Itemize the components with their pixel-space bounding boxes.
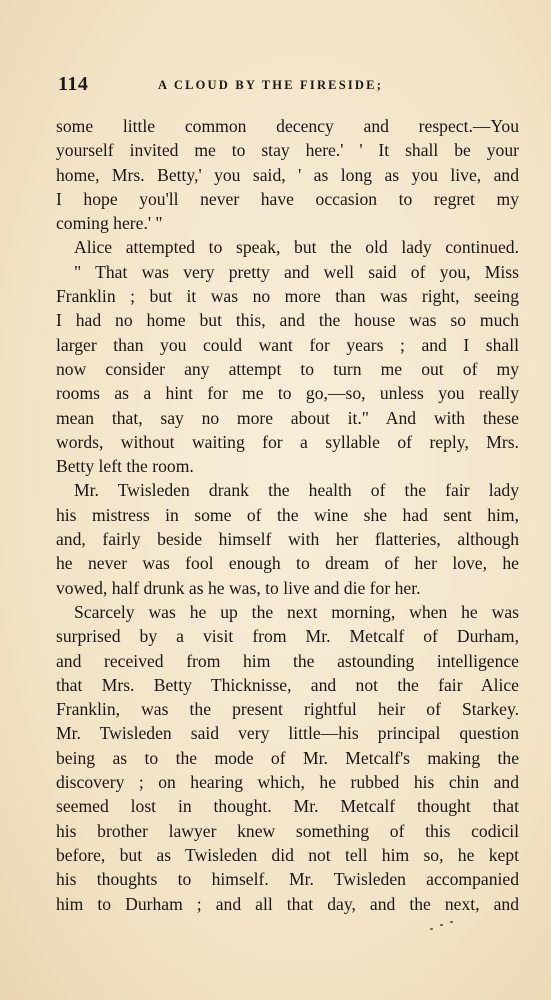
text-line: his thoughts to himself. Mr. Twisleden accompanied <box>56 869 519 890</box>
text-line: his brother lawyer knew something of this codicil <box>56 820 519 841</box>
text-line: being as to the mode of Mr. Metcalf's making the <box>56 747 519 768</box>
text-line: Betty left the room. <box>56 456 194 477</box>
text-line: he never was fool enough to dream of her love, he <box>56 553 519 574</box>
text-line: some little common decency and respect.—You <box>56 116 519 136</box>
text-line: Franklin ; but it was no more than was right, seeing <box>56 286 519 307</box>
body-text <box>56 114 519 916</box>
text-line: now consider any attempt to turn me out of my <box>56 358 519 379</box>
text-line: Franklin, was the present rightful heir of Starkey. <box>56 699 519 720</box>
text-line: larger than you could want for years ; and I shall <box>56 334 519 355</box>
text-line: that Mrs. Betty Thicknisse, and not the fair Alice <box>56 674 519 695</box>
ink-speck <box>450 921 453 923</box>
text-line: surprised by a visit from Mr. Metcalf of Durham, <box>56 626 519 647</box>
text-line: rooms as a hint for me to go,—so, unless you really <box>56 383 519 404</box>
text-line: I had no home but this, and the house was so much <box>56 310 519 331</box>
text-line: vowed, half drunk as he was, to live and die for her. <box>56 577 421 598</box>
ink-speck <box>430 928 433 930</box>
text-line: I hope you'll never have occasion to regret my <box>56 188 519 209</box>
text-line: his mistress in some of the wine she had sent him, <box>56 504 519 525</box>
ink-speck <box>440 924 443 926</box>
print-specks <box>428 918 458 934</box>
text-line: home, Mrs. Betty,' you said, ' as long as you live, and <box>56 164 519 185</box>
text-line: and received from him the astounding intelligence <box>56 650 519 671</box>
text-line: Mr. Twisleden said very little—his principal question <box>56 723 519 744</box>
page-number: 114 <box>58 73 89 95</box>
text-line: words, without waiting for a syllable of reply, Mrs. <box>56 431 519 452</box>
text-line: yourself invited me to stay here.' ' It shall be your <box>56 140 519 161</box>
running-head: A CLOUD BY THE FIRESIDE; <box>158 78 384 92</box>
page-header <box>58 73 498 103</box>
text-line: seemed lost in thought. Mr. Metcalf thought that <box>56 796 519 817</box>
text-line: " That was very pretty and well said of you, Miss <box>74 261 519 282</box>
text-line: coming here.' " <box>56 213 163 234</box>
text-line: Mr. Twisleden drank the health of the fair lady <box>74 480 519 501</box>
text-line: Alice attempted to speak, but the old lady continued. <box>74 237 519 258</box>
text-line: him to Durham ; and all that day, and the next, and <box>56 893 519 914</box>
text-line: before, but as Twisleden did not tell him so, he kept <box>56 844 519 865</box>
text-line: mean that, say no more about it." And with these <box>56 407 519 428</box>
text-line: Scarcely was he up the next morning, when he was <box>74 601 519 622</box>
text-line: discovery ; on hearing which, he rubbed his chin and <box>56 772 519 793</box>
text-line: and, fairly beside himself with her flatteries, although <box>56 529 519 550</box>
